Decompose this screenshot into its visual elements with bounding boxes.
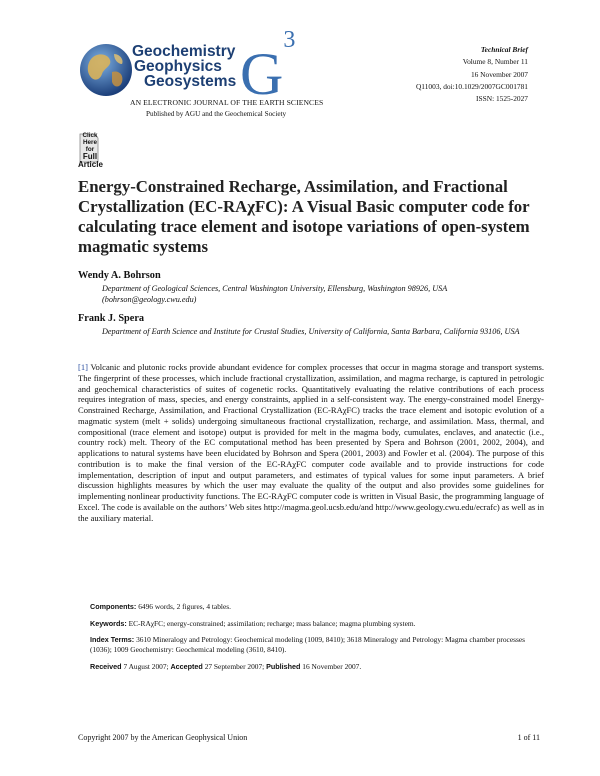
article-metadata bbox=[416, 44, 528, 105]
author-name-1: Wendy A. Bohrson bbox=[78, 270, 161, 281]
volume-number: Volume 8, Number 11 bbox=[462, 57, 528, 67]
paragraph-number[interactable]: [1] bbox=[78, 362, 88, 372]
accepted-label: Accepted bbox=[170, 662, 203, 671]
journal-name bbox=[132, 44, 236, 89]
page-number: 1 of 11 bbox=[517, 733, 540, 742]
author-affiliation-2: Department of Earth Science and Institute for Crustal Studies, University of California, Santa Barbara, California 93106, USA bbox=[102, 327, 520, 336]
g3-mark bbox=[240, 27, 296, 107]
affiliation-text-1: Department of Geological Sciences, Central Washington University, Ellensburg, Washington 98926, USA bbox=[102, 284, 448, 293]
author-email-1: (bohrson@geology.cwu.edu) bbox=[102, 294, 197, 304]
published-label: Published bbox=[266, 662, 301, 671]
doi: Q11003, doi:10.1029/2007GC001781 bbox=[415, 81, 528, 91]
article-type: Technical Brief bbox=[480, 45, 528, 54]
journal-globe-logo bbox=[78, 42, 134, 98]
g3-letter: G bbox=[240, 41, 284, 107]
click-text-2: Here bbox=[82, 138, 97, 146]
copyright-notice: Copyright 2007 by the American Geophysical Union bbox=[78, 733, 248, 742]
article-title: Energy-Constrained Recharge, Assimilation, and Fractional Crystallization (EC-RAχFC): A Visual Basic computer code for calculating trace element and isotope variations of open-system magmatic systems bbox=[78, 177, 530, 256]
keywords-label: Keywords: bbox=[90, 619, 127, 628]
abstract-text: Volcanic and plutonic rocks provide abundant evidence for complex processes that occur in magma storage and transport systems. The fingerprint of these processes, which include fractional crystallization, assimilation, and magma recharge, is captured in petrologic and geochemical characteristics of suites of cogenetic rocks. Quantitatively evaluating the relative contributions of each process requires integration of mass, species, and energy constraints, applied in a self-consistent way. The energy-constrained model Energy-Constrained Recharge, Assimilation, and Fractional Crystallization (EC-RAχFC) tracks the trace element and isotopic evolution of a magmatic system (melt + solids) undergoing simultaneous fractional crystallization, recharge, and assimilation. Mass, thermal, and compositional (trace element and isotope) output is provided for melt in the magma body, cumulates, enclaves, and anatectic (i.e., country rock) melt. Theory of the EC computational method has been presented by Spera and Bohrson (2001, 2002, 2004), and applications to natural systems have been elucidated by Bohrson and Spera (2001, 2003) and Fowler et al. (2004). The purpose of this contribution is to make the final version of the EC-RAχFC computer code available and to provide instructions for code implementation, description of input and output parameters, and estimates of typical values for some input parameters. A brief discussion highlights measures by which the user may evaluate the quality of the output and also provides some guidelines for implementing nonlinear productivity functions. The EC-RAχFC computer code is written in Visual Basic, the programming language of Excel. The code is available on the authors’ Web sites http://magma.geol.ucsb.edu/and http://www.geology.cwu.edu/ecrafc) as well as in the auxiliary material. bbox=[78, 362, 544, 523]
index-terms-value: 3610 Mineralogy and Petrology: Geochemical modeling (1009, 8410); 3618 Mineralogy and Petrology: Magma chamber processes (1036); 1009 Geochemistry: Geochemical modeling (3610, 8410). bbox=[90, 635, 526, 655]
click-text-5: Article bbox=[78, 160, 103, 170]
author-affiliation-1 bbox=[102, 284, 542, 306]
received-date: 7 August 2007; bbox=[123, 662, 169, 671]
journal-name-line2: Geophysics bbox=[134, 58, 222, 75]
journal-name-line1: Geochemistry bbox=[132, 43, 236, 60]
click-text-3: for bbox=[85, 145, 95, 153]
click-text-1: Click bbox=[82, 132, 98, 139]
article-dates bbox=[90, 662, 544, 672]
issn: ISSN: 1525-2027 bbox=[476, 94, 528, 104]
click-text-4: Full bbox=[82, 152, 98, 162]
full-article-link[interactable] bbox=[78, 133, 102, 169]
author-name-2: Frank J. Spera bbox=[78, 313, 145, 324]
publication-date: 16 November 2007 bbox=[470, 69, 528, 79]
accepted-date: 27 September 2007; bbox=[204, 662, 265, 671]
index-terms-label: Index Terms: bbox=[90, 635, 135, 644]
abstract bbox=[78, 362, 544, 523]
journal-name-line3: Geosystems bbox=[144, 73, 237, 90]
index-terms bbox=[90, 635, 544, 655]
keywords-value: EC-RAχFC; energy-constrained; assimilation; recharge; mass balance; magma plumbing system. bbox=[128, 619, 416, 628]
published-date: 16 November 2007. bbox=[302, 662, 362, 671]
components-label: Components: bbox=[90, 602, 137, 611]
journal-tagline: AN ELECTRONIC JOURNAL OF THE EARTH SCIENCES bbox=[130, 98, 324, 107]
g3-superscript: 3 bbox=[283, 27, 296, 53]
components-value: 6496 words, 2 figures, 4 tables. bbox=[138, 602, 231, 611]
received-label: Received bbox=[90, 662, 122, 671]
components bbox=[90, 602, 544, 612]
keywords bbox=[90, 619, 544, 629]
publisher-line: Published by AGU and the Geochemical Society bbox=[146, 110, 287, 118]
